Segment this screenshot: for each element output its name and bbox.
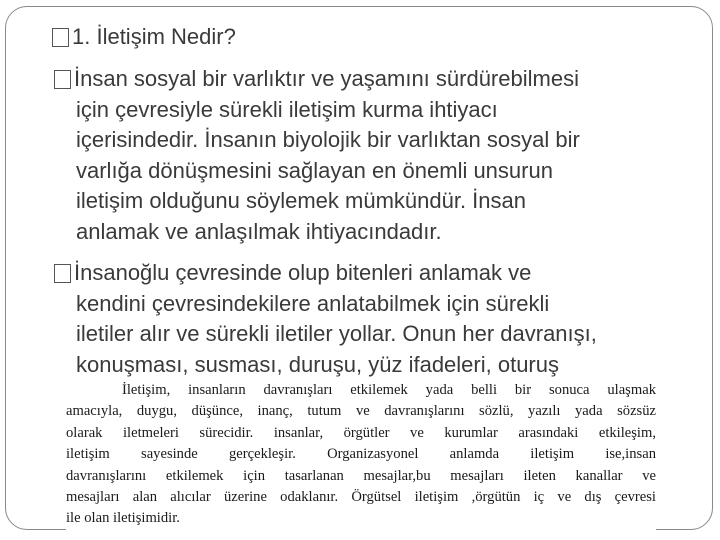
- paragraph-line: İnsanoğlu çevresinde olup bitenleri anlamak ve: [54, 258, 704, 289]
- paragraph-line: konuşması, susması, duruşu, yüz ifadeleri, oturuş: [76, 351, 559, 377]
- slide-title-text: 1. İletişim Nedir?: [72, 24, 236, 49]
- paragraph-line: kendini çevresindekilere anlatabilmek için sürekli: [76, 290, 550, 316]
- slide-title: [52, 24, 236, 50]
- quote-line: davranışlarını etkilemek için tasarlanan mesajlar,bu mesajları ileten kanallar ve: [66, 467, 656, 484]
- quote-line: amacıyla, duygu, düşünce, inanç, tutum ve davranışlarını sözlü, yazılı yada sözsüz: [66, 403, 656, 420]
- bullet-box-icon: [52, 28, 69, 47]
- bullet-paragraph-1: [54, 64, 704, 247]
- paragraph-line: içerisindedir. İnsanın biyolojik bir varlıktan sosyal bir: [76, 127, 580, 152]
- paragraph-line: varlığa dönüşmesini sağlayan en önemli unsurun: [76, 157, 553, 183]
- paragraph-line: iletişim olduğunu söylemek mümkündür. İnsan: [76, 188, 527, 213]
- quote-line: mesajları alan alıcılar üzerine odaklanır. Örgütsel iletişim ,örgütün iç ve dış çevresi: [66, 489, 656, 506]
- quote-line: İletişim, insanların davranışları etkilemek yada belli bir sonuca ulaşmak: [122, 382, 656, 398]
- paragraph-line: İnsan sosyal bir varlıktır ve yaşamını sürdürebilmesi: [54, 64, 704, 95]
- quoted-definition-image: [66, 380, 656, 530]
- bullet-paragraph-2: [54, 258, 704, 380]
- paragraph-line: anlamak ve anlaşılmak ihtiyacındadır.: [76, 218, 442, 244]
- paragraph-line: iletiler alır ve sürekli iletiler yollar. Onun her davranışı,: [76, 321, 597, 346]
- bullet-box-icon: [54, 264, 71, 283]
- paragraph-line: için çevresiyle sürekli iletişim kurma ihtiyacı: [76, 96, 498, 122]
- bullet-box-icon: [54, 70, 71, 89]
- quote-line: ile olan iletişimidir.: [66, 510, 180, 527]
- quote-line: olarak iletmeleri sürecidir. insanlar, örgütler ve kurumlar arasındaki etkileşim,: [66, 424, 656, 441]
- quote-line: iletişim sayesinde gerçekleşir. Organizasyonel anlamda iletişim ise,insan: [66, 446, 656, 463]
